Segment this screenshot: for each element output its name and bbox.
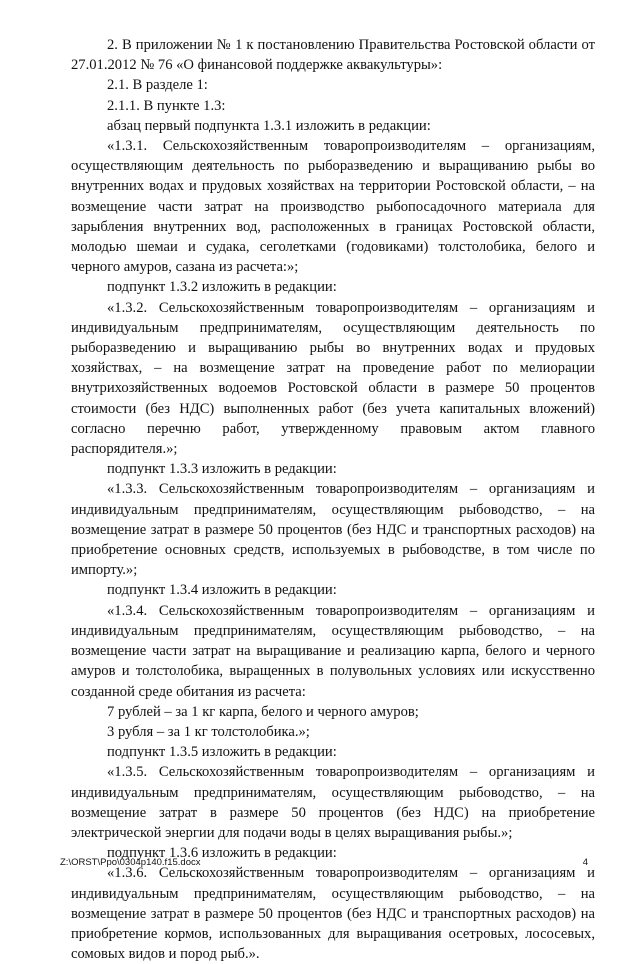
paragraph-instruction-1-3-1: абзац первый подпункта 1.3.1 изложить в редакции: <box>107 117 431 134</box>
paragraph-instruction-1-3-2: подпункт 1.3.2 изложить в редакции: <box>107 279 337 296</box>
paragraph-instruction-1-3-3: подпункт 1.3.3 изложить в редакции: <box>107 461 337 478</box>
file-path: Z:\ORST\Ppo\0304p140.f15.docx <box>60 857 201 868</box>
paragraph-instruction-1-3-4: подпункт 1.3.4 изложить в редакции: <box>107 582 337 599</box>
paragraph-instruction-1-3-5: подпункт 1.3.5 изложить в редакции: <box>107 744 337 761</box>
page-number: 4 <box>582 857 588 868</box>
paragraph-text-1-3-1: «1.3.1. Сельскохозяйственным товаропроизводителям – организациям, осуществляющим деятельность по рыборазведению и выращиванию рыбы во внутренних водах и прудовых хозяйствах на территории Ростовской области, – на возмещение части затрат на производство рыбопосадочного материала для зарыбления внутренних вод, расположенных в границах Ростовской области, молодью шемаи и судака, сеголетками (годовиками) толстолобика, белого и черного амуров, сазана из расчета:»; <box>71 138 595 276</box>
paragraph-text-1-3-4: «1.3.4. Сельскохозяйственным товаропроизводителям – организациям и индивидуальным предпринимателям, осуществляющим рыбоводство, – на возмещение части затрат на выращивание и реализацию карпа, белого и черного амуров и толстолобика, выращенных в полувольных условиях или искусственно созданной среде обитания из расчета: <box>71 602 595 700</box>
page-footer <box>60 857 588 868</box>
paragraph-text-1-3-5: «1.3.5. Сельскохозяйственным товаропроизводителям – организациям и индивидуальным предпринимателям, осуществляющим рыбоводство, – на возмещение затрат в размере 50 процентов (без НДС) на приобретение электрической энергии для подачи воды в целях выращивания рыбы.»; <box>71 764 595 841</box>
paragraph-text-1-3-6: «1.3.6. Сельскохозяйственным товаропроизводителям – организациям и индивидуальным предпринимателям, осуществляющим рыбоводство, – на возмещение затрат в размере 50 процентов (без НДС и транспортных расходов) на приобретение кормов, использованных для выращивания осетровых, лососевых, сомовых видов и пород рыб.». <box>71 865 595 963</box>
paragraph-point-1-3: 2.1.1. В пункте 1.3: <box>107 97 226 114</box>
paragraph-text-1-3-3: «1.3.3. Сельскохозяйственным товаропроизводителям – организациям и индивидуальным предпринимателям, осуществляющим рыбоводство, – на возмещение затрат в размере 50 процентов (без НДС и транспортных расходов) на приобретение основных средств, используемых в рыбоводстве, в том числе по импорту.»; <box>71 481 595 579</box>
paragraph-text-1-3-2: «1.3.2. Сельскохозяйственным товаропроизводителям – организациям и индивидуальным предпринимателям, осуществляющим деятельность по рыборазведению и выращиванию рыбы во внутренних водах и прудовых хозяйствах, – на возмещение затрат на проведение работ по мелиорации внутрихозяйственных водоемов Ростовской области в размере 50 процентов стоимости (без НДС) выполненных работ (без учета капитальных вложений) согласно перечню работ, утвержденному правовым актом главного распорядителя.»; <box>71 299 595 458</box>
paragraph-rate-carp: 7 рублей – за 1 кг карпа, белого и черного амуров; <box>107 703 419 720</box>
document-body <box>71 35 595 964</box>
paragraph-instruction-1-3-6: подпункт 1.3.6 изложить в редакции: <box>107 845 337 862</box>
paragraph-intro: 2. В приложении № 1 к постановлению Правительства Ростовской области от 27.01.2012 № 76 «О финансовой поддержке аквакультуры»: <box>71 37 595 74</box>
paragraph-rate-silver-carp: 3 рубля – за 1 кг толстолобика.»; <box>107 723 310 740</box>
paragraph-section-1: 2.1. В разделе 1: <box>107 77 208 94</box>
